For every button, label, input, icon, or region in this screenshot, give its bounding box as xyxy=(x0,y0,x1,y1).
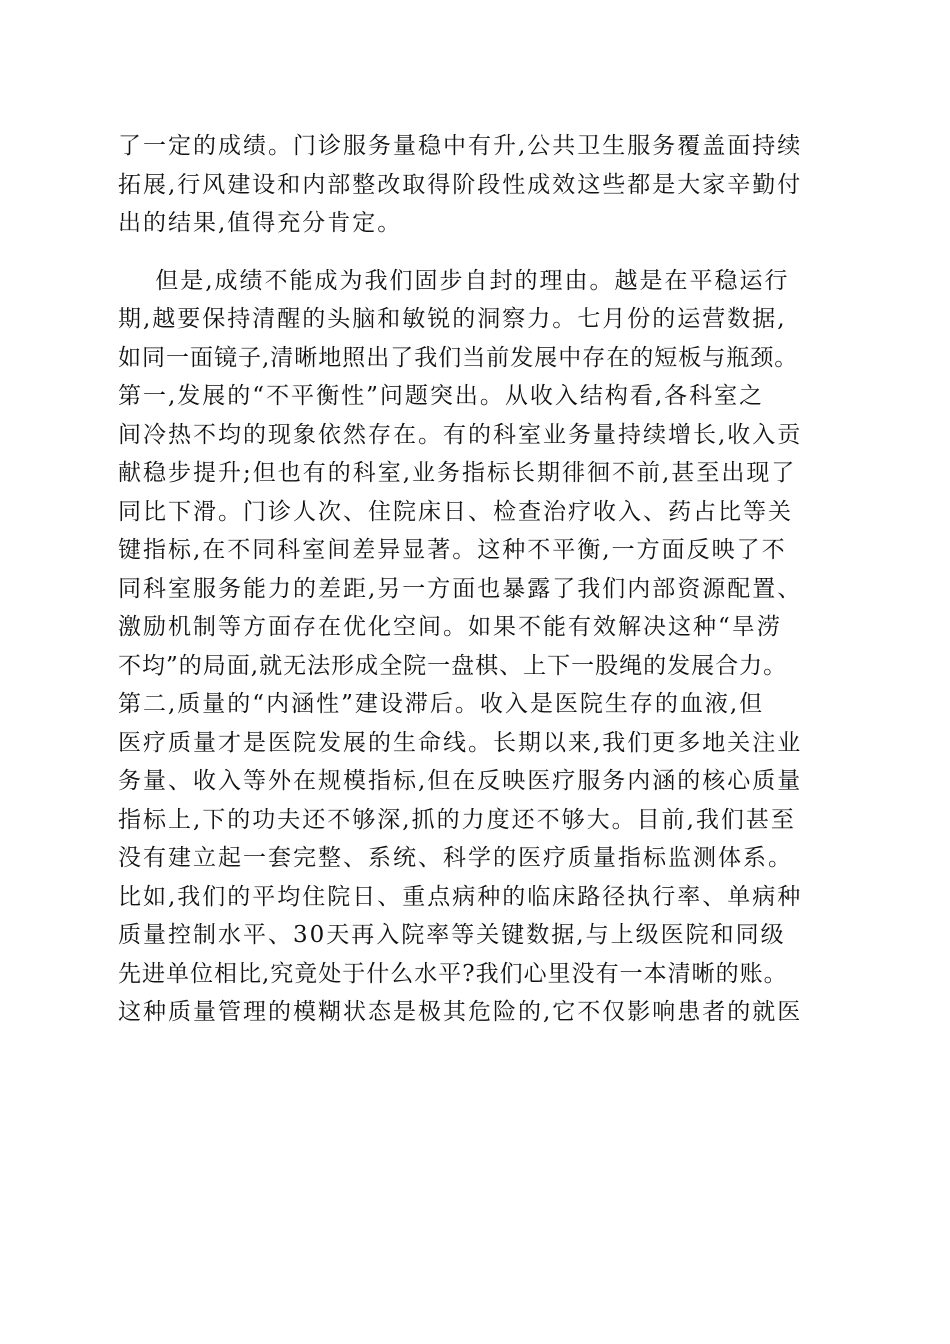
text-line: 第一,发展的“不平衡性”问题突出。从收入结构看,各科室之 xyxy=(118,383,765,409)
text-line: 第二,质量的“内涵性”建设滞后。收入是医院生存的血液,但 xyxy=(118,691,765,717)
text-line: 医疗质量才是医院发展的生命线。长期以来,我们更多地关注业 xyxy=(118,729,803,756)
text-line: 先进单位相比,究竟处于什么水平?我们心里没有一本清晰的账。 xyxy=(118,960,788,987)
text-line: 键指标,在不同科室间差异显著。这种不平衡,一方面反映了不 xyxy=(118,537,787,563)
text-line: 出的结果,值得充分肯定。 xyxy=(118,210,403,236)
body-text xyxy=(118,127,828,1032)
text-line: 质量控制水平、30天再入院率等关键数据,与上级医院和同级 xyxy=(118,922,786,948)
text-line: 不均”的局面,就无法形成全院一盘棋、上下一股绳的发展合力。 xyxy=(118,652,788,679)
text-line: 激励机制等方面存在优化空间。如果不能有效解决这种“旱涝 xyxy=(118,614,782,640)
text-line: 没有建立起一套完整、系统、科学的医疗质量指标监测体系。 xyxy=(118,845,793,871)
text-line: 了一定的成绩。门诊服务量稳中有升,公共卫生服务覆盖面持续 xyxy=(118,133,803,159)
text-line: 同比下滑。门诊人次、住院床日、检查治疗收入、药占比等关 xyxy=(118,498,793,525)
text-line: 同科室服务能力的差距,另一方面也暴露了我们内部资源配置、 xyxy=(118,575,803,602)
text-line: 比如,我们的平均住院日、重点病种的临床路径执行率、单病种 xyxy=(118,883,803,910)
text-line: 拓展,行风建设和内部整改取得阶段性成效这些都是大家辛勤付 xyxy=(118,171,803,198)
text-line: 间冷热不均的现象依然存在。有的科室业务量持续增长,收入贡 xyxy=(118,421,803,448)
text-line: 但是,成绩不能成为我们固步自封的理由。越是在平稳运行 xyxy=(118,267,790,294)
text-line: 期,越要保持清醒的头脑和敏锐的洞察力。七月份的运营数据, xyxy=(118,306,787,332)
text-line: 如同一面镜子,清晰地照出了我们当前发展中存在的短板与瓶颈。 xyxy=(118,344,799,371)
text-line: 务量、收入等外在规模指标,但在反映医疗服务内涵的核心质量 xyxy=(118,768,803,794)
text-line: 这种质量管理的模糊状态是极其危险的,它不仅影响患者的就医 xyxy=(118,999,803,1025)
text-line: 指标上,下的功夫还不够深,抓的力度还不够大。目前,我们甚至 xyxy=(118,806,796,833)
text-line: 献稳步提升;但也有的科室,业务指标长期徘徊不前,甚至出现了 xyxy=(118,460,797,486)
